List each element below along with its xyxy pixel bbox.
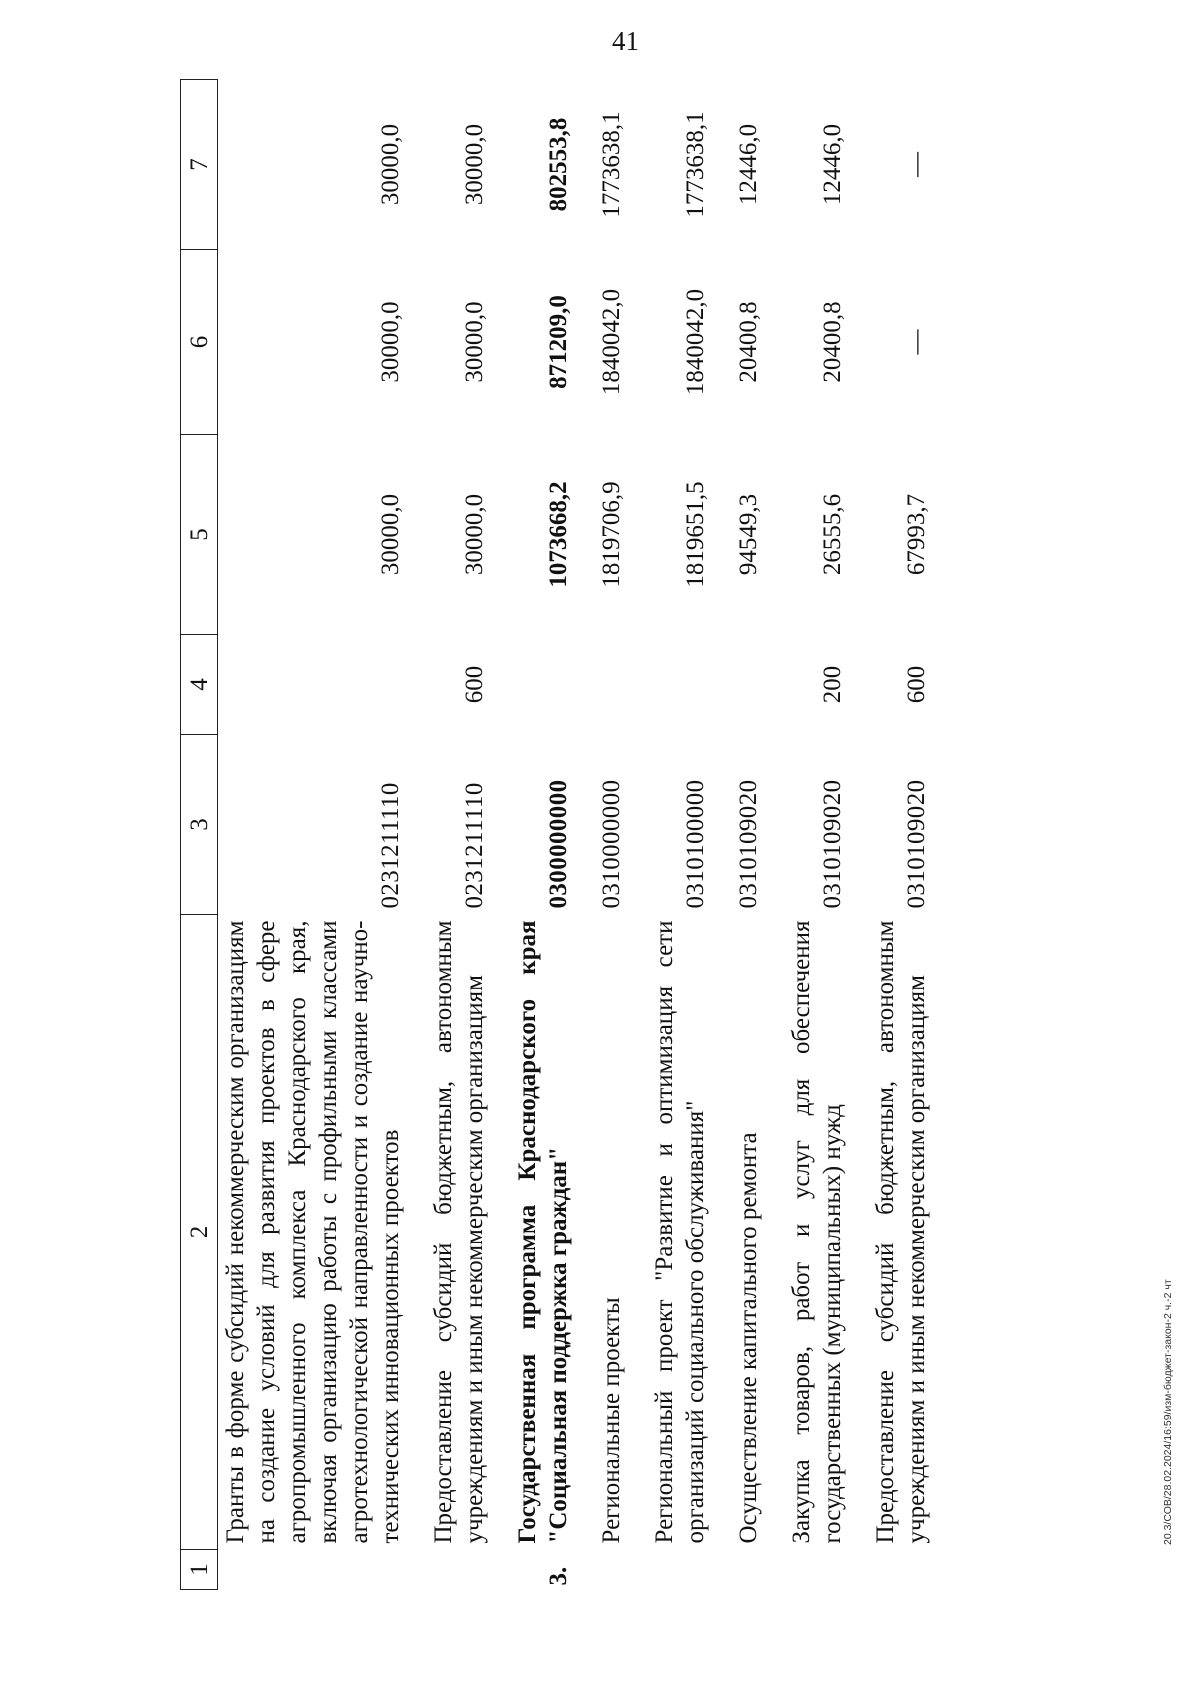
row-code-cell: 0310109020 [903, 779, 930, 909]
header-col-2: 2 [181, 915, 218, 1550]
row-number-cell [858, 1550, 942, 1590]
row-code-cell: 0310100000 [682, 779, 709, 909]
row-name-cell: Закупка товаров, работ и услуг для обеспечения государственных (муниципальных) нужд [788, 920, 846, 1544]
header-row [181, 80, 218, 1590]
table-row [774, 80, 858, 1590]
row-code-cell: 0231211110 [461, 782, 488, 909]
budget-table [180, 79, 942, 1590]
row-value-col7: 30000,0 [377, 123, 404, 206]
row-value-col5: 1819706,9 [598, 481, 625, 588]
row-name-cell: Предоставление субсидий бюджетным, автономным учреждениям и иным некоммерческим организациям [872, 920, 930, 1544]
row-name-cell: Государственная программа Краснодарского края "Социальная поддержка граждан" [514, 920, 572, 1544]
table-row [637, 80, 721, 1590]
row-value-col5: 1819651,5 [682, 481, 709, 588]
row-value-col5: 30000,0 [461, 493, 488, 576]
table-body [218, 80, 943, 1590]
row-value-col6: 20400,8 [819, 301, 846, 383]
row-value-col7: 30000,0 [461, 123, 488, 206]
row-value-col7: 12446,0 [819, 123, 846, 206]
row-number-cell [584, 1550, 637, 1590]
row-value-col5: 1073668,2 [545, 481, 572, 588]
table-row [721, 80, 774, 1590]
row-code-cell: 0300000000 [545, 779, 572, 909]
row-number-cell [774, 1550, 858, 1590]
row-type-cell: 200 [819, 665, 846, 704]
table-row [416, 80, 500, 1590]
row-number-cell [721, 1550, 774, 1590]
row-value-col6: 1840042,0 [598, 288, 625, 396]
row-value-col7: 802553,8 [545, 117, 572, 212]
row-type-cell [584, 635, 637, 735]
row-name-cell: Региональные проекты [598, 1297, 625, 1544]
table-header [181, 80, 218, 1590]
header-col-5: 5 [181, 435, 218, 635]
row-code-cell: 0310000000 [598, 779, 625, 909]
header-col-1: 1 [181, 1550, 218, 1590]
row-type-cell [218, 635, 417, 735]
row-name-cell: Предоставление субсидий бюджетным, автономным учреждениям и иным некоммерческим организациям [430, 920, 488, 1544]
row-value-col7: 1773638,1 [598, 111, 625, 218]
row-code-cell: 0231211110 [377, 782, 404, 909]
header-col-7: 7 [181, 80, 218, 250]
row-code-cell: 0310109020 [735, 779, 762, 909]
row-type-cell: 600 [461, 665, 488, 704]
row-number-cell: 3. [545, 1566, 572, 1586]
row-value-col7: — [903, 152, 930, 177]
header-col-3: 3 [181, 735, 218, 915]
row-name-cell: Региональный проект "Развитие и оптимизация сети организаций социального обслуживания" [651, 920, 709, 1544]
row-value-col5: 67993,7 [903, 493, 930, 576]
row-code-cell: 0310109020 [819, 779, 846, 909]
table-row [584, 80, 637, 1590]
table-row [218, 80, 417, 1590]
table-row [858, 80, 942, 1590]
row-value-col6: 20400,8 [735, 301, 762, 383]
row-number-cell [218, 1550, 417, 1590]
row-value-col6: 871209,0 [545, 295, 572, 389]
row-value-col6: 30000,0 [461, 301, 488, 383]
row-number-cell [416, 1550, 500, 1590]
budget-table-rotated [180, 80, 1085, 1590]
page-number: 41 [612, 26, 639, 56]
row-type-cell [721, 635, 774, 735]
row-value-col5: 26555,6 [819, 493, 846, 576]
row-value-col6: — [903, 329, 930, 355]
table-row [500, 80, 584, 1590]
row-value-col5: 94549,3 [735, 493, 762, 576]
row-value-col6: 1840042,0 [682, 288, 709, 396]
row-type-cell [500, 635, 584, 735]
document-stamp-text: 20.3/СОВ/28.02.2024/16:59/изм-бюджет-закон-2 ч.-2 чт [1162, 1279, 1174, 1545]
header-col-4: 4 [181, 635, 218, 735]
row-type-cell [637, 635, 721, 735]
row-value-col7: 12446,0 [735, 123, 762, 206]
row-name-cell: Осуществление капитального ремонта [735, 1132, 762, 1544]
row-value-col5: 30000,0 [377, 493, 404, 576]
row-value-col6: 30000,0 [377, 301, 404, 383]
row-name-cell: Гранты в форме субсидий некоммерческим организациям на создание условий для развития проектов в сфере агропромышленного комплекса Краснодарского края, включая организацию работы с профильными классами агротехнологической направленности и создание научно-технических инновационных проектов [222, 920, 404, 1544]
row-value-col7: 1773638,1 [682, 111, 709, 218]
row-number-cell [637, 1550, 721, 1590]
header-col-6: 6 [181, 250, 218, 435]
row-type-cell: 600 [903, 665, 930, 704]
